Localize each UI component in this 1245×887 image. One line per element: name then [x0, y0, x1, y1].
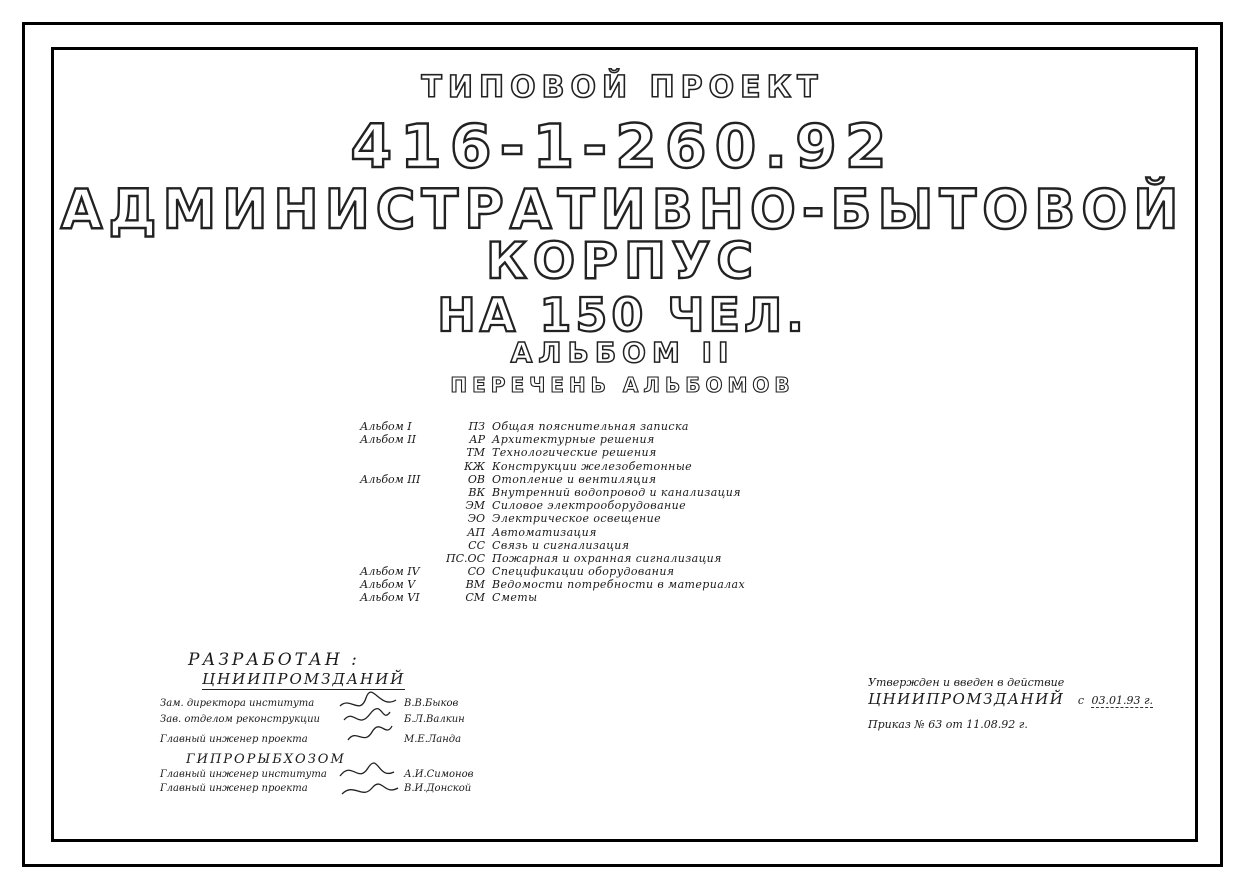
project-type-label: ТИПОВОЙ ПРОЕКТ — [421, 70, 824, 105]
signatory-role: Главный инженер института — [160, 769, 327, 780]
album-description: Электрическое освещение — [492, 512, 662, 526]
album-code: ВК — [468, 485, 485, 499]
album-list — [360, 420, 800, 605]
album-description: Общая пояснительная записка — [492, 420, 689, 433]
album-description: Конструкции железобетонные — [492, 459, 693, 473]
album-code: АР — [469, 433, 485, 447]
album-row — [360, 578, 800, 591]
album-description: Автоматизация — [492, 525, 597, 539]
album-row — [360, 591, 800, 604]
signature-stroke — [340, 692, 396, 706]
project-number: 416-1-260.92 — [350, 112, 895, 182]
signatory-row — [160, 734, 462, 745]
title-line-1: АДМИНИСТРАТИВНО-БЫТОВОЙ — [60, 178, 1185, 241]
approval-date: 03.01.93 г. — [1091, 694, 1154, 707]
album-row — [360, 460, 800, 473]
album-row — [360, 539, 800, 552]
approval-line: Утвержден и введен в действие — [868, 676, 1065, 689]
album-row — [360, 512, 800, 525]
signatory-row — [160, 783, 472, 794]
signatory-row — [160, 769, 474, 780]
approval-date-prefix: с — [1077, 694, 1084, 707]
signatory-name: М.Е.Ланда — [404, 734, 462, 745]
album-code: СС — [468, 538, 485, 552]
signatory-name: Б.Л.Валкин — [404, 714, 465, 725]
album-description: Архитектурные решения — [492, 433, 655, 447]
handwritten-signatures — [336, 688, 406, 806]
album-description: Внутренний водопровод и канализация — [492, 485, 741, 499]
album-code: ЭМ — [465, 499, 485, 513]
album-row — [360, 486, 800, 499]
signatory-role: Зам. директора института — [160, 698, 315, 709]
album-row — [360, 552, 800, 565]
album-label: Альбом III — [360, 472, 421, 486]
approval-order: Приказ № 63 от 11.08.92 г. — [868, 718, 1028, 731]
album-row — [360, 499, 800, 512]
capacity-line: НА 150 ЧЕЛ. — [437, 288, 808, 342]
album-description: Отопление и вентиляция — [492, 472, 657, 486]
signature-stroke — [342, 784, 398, 794]
signatory-role: Главный инженер проекта — [160, 783, 308, 794]
album-label: Альбом V — [360, 578, 416, 592]
album-row — [360, 473, 800, 486]
signatory-name: А.И.Симонов — [404, 769, 474, 780]
signatory-name: В.В.Быков — [404, 698, 459, 709]
approval-organization: ЦНИИПРОМЗДАНИЙ — [868, 690, 1065, 708]
album-row — [360, 565, 800, 578]
album-code: СМ — [465, 591, 485, 605]
album-row — [360, 433, 800, 446]
title-line-2: КОРПУС — [485, 232, 760, 290]
album-description: Сметы — [492, 591, 538, 605]
album-label: Альбом II — [360, 433, 416, 447]
album-description: Связь и сигнализация — [492, 538, 630, 552]
album-list-heading: ПЕРЕЧЕНЬ АЛЬБОМОВ — [450, 373, 795, 397]
signatory-row — [160, 714, 465, 725]
album-row — [360, 446, 800, 459]
album-description: Ведомости потребности в материалах — [492, 578, 746, 592]
album-code: ТМ — [466, 446, 485, 460]
approval-org-row — [868, 690, 1153, 708]
signature-stroke — [344, 709, 390, 720]
album-code: ЭО — [467, 512, 485, 526]
album-code: ВМ — [465, 578, 485, 592]
album-label: Альбом VI — [360, 591, 420, 605]
signatory-role: Главный инженер проекта — [160, 734, 308, 745]
album-code: ОВ — [467, 472, 485, 486]
album-label: Альбом IV — [360, 565, 420, 579]
developer-organization: ЦНИИПРОМЗДАНИЙ — [202, 670, 406, 688]
album-code: ПЗ — [468, 420, 485, 433]
album-description: Силовое электрооборудование — [492, 499, 687, 513]
album-row — [360, 420, 800, 433]
developer-heading: РАЗРАБОТАН : — [188, 650, 360, 670]
album-code: ПС.ОС — [446, 551, 485, 565]
album-code: СО — [467, 565, 485, 579]
signatory-name: В.И.Донской — [404, 783, 472, 794]
signature-stroke — [340, 763, 394, 776]
album-code: КЖ — [464, 459, 485, 473]
album-description: Технологические решения — [492, 446, 657, 460]
developer-organization-2: ГИПРОРЫБХОЗОМ — [186, 752, 346, 767]
album-label: Альбом I — [360, 420, 412, 433]
signature-stroke — [348, 726, 392, 740]
album-heading: АЛЬБОМ II — [510, 336, 735, 369]
album-row — [360, 526, 800, 539]
album-description: Спецификации оборудования — [492, 565, 675, 579]
album-code: АП — [467, 525, 485, 539]
signatory-role: Зав. отделом реконструкции — [160, 714, 320, 725]
signatory-row — [160, 698, 459, 709]
album-description: Пожарная и охранная сигнализация — [492, 551, 722, 565]
